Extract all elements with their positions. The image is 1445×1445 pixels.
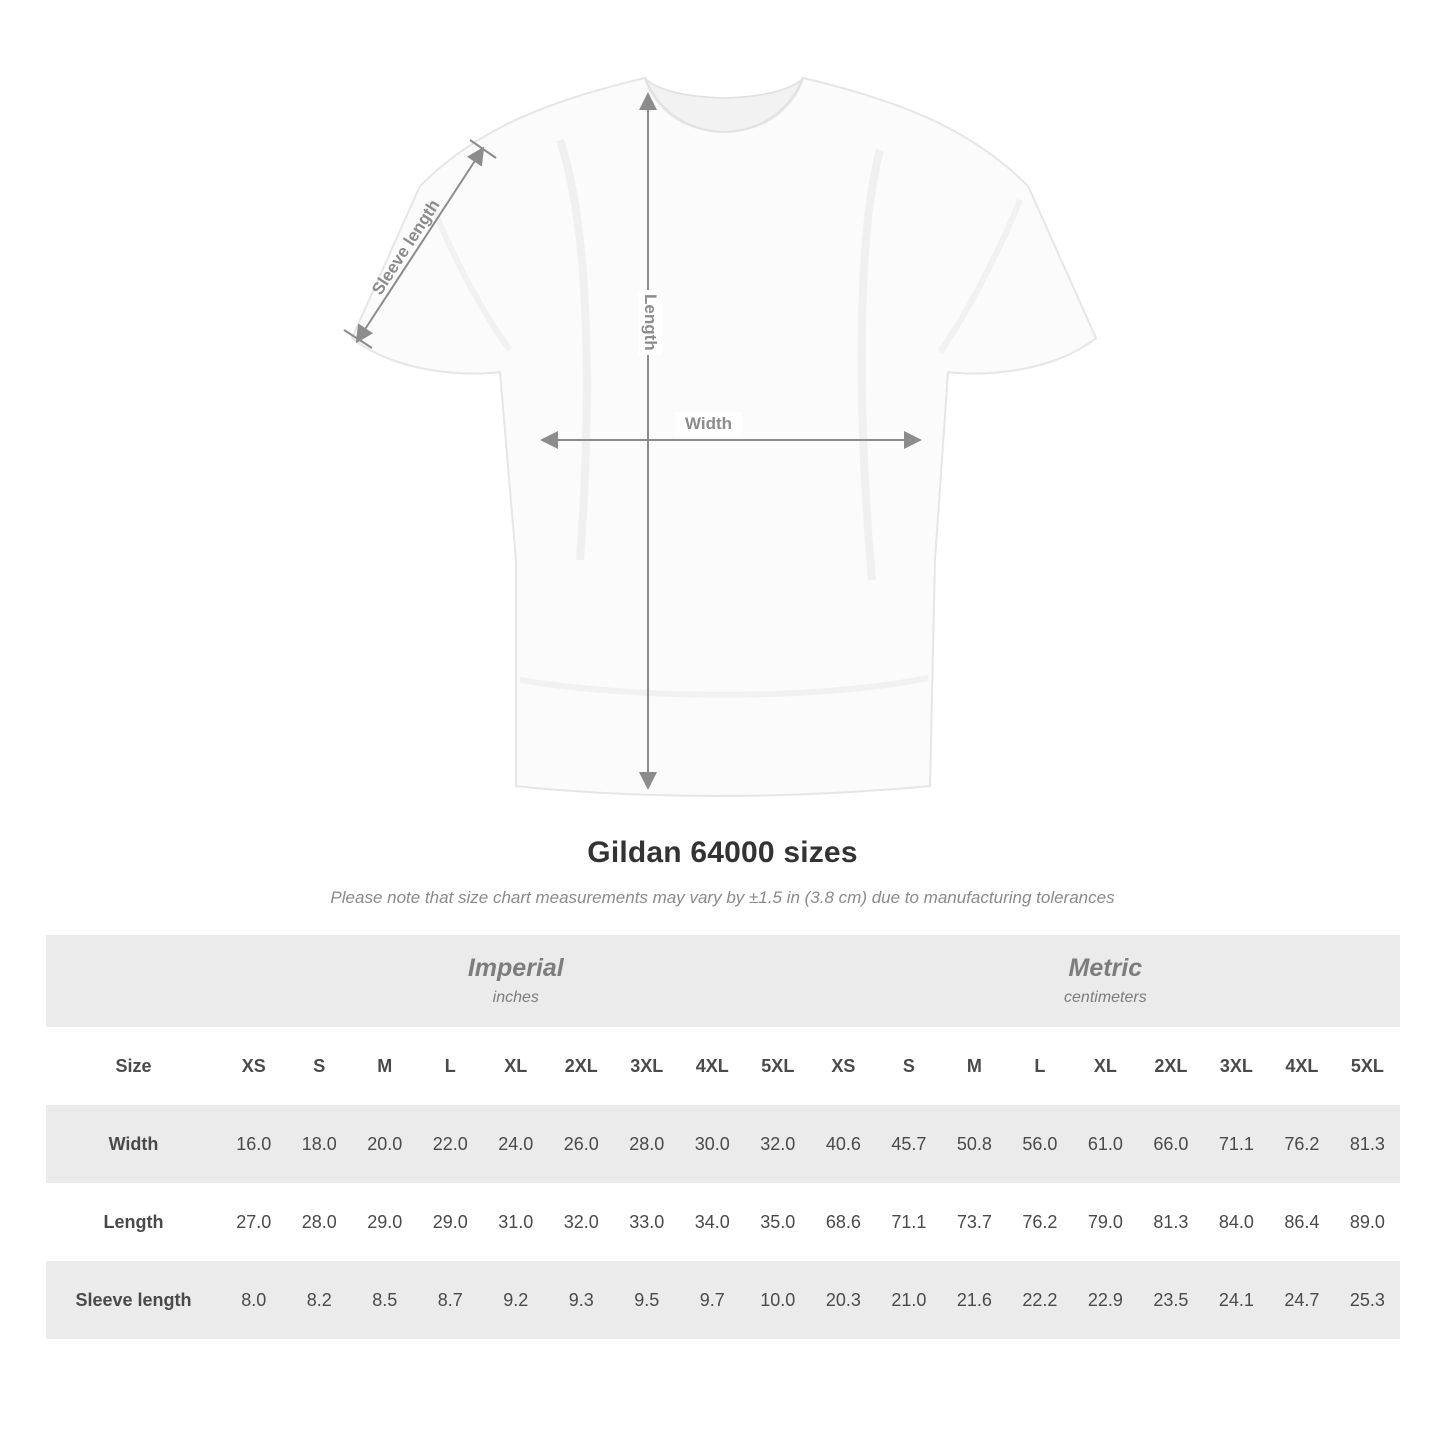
value-cell: 30.0 — [680, 1105, 746, 1183]
value-cell: 61.0 — [1073, 1105, 1139, 1183]
value-cell: 66.0 — [1138, 1105, 1204, 1183]
value-cell: 45.7 — [876, 1105, 942, 1183]
size-header-cell: XL — [1073, 1027, 1139, 1105]
size-header-cell: 5XL — [1335, 1027, 1401, 1105]
value-cell: 31.0 — [483, 1183, 549, 1261]
unit-name-imperial: Imperial — [467, 953, 564, 982]
size-header-cell: M — [942, 1027, 1008, 1105]
value-cell: 76.2 — [1269, 1105, 1335, 1183]
size-header-cell: 2XL — [549, 1027, 615, 1105]
page-title: Gildan 64000 sizes — [587, 836, 858, 869]
value-cell: 26.0 — [549, 1105, 615, 1183]
value-cell: 8.7 — [418, 1261, 484, 1339]
value-cell: 8.2 — [287, 1261, 353, 1339]
value-cell: 16.0 — [221, 1105, 287, 1183]
value-cell: 76.2 — [1007, 1183, 1073, 1261]
size-header-cell: 5XL — [745, 1027, 811, 1105]
value-cell: 86.4 — [1269, 1183, 1335, 1261]
value-cell: 9.3 — [549, 1261, 615, 1339]
value-cell: 32.0 — [745, 1105, 811, 1183]
size-header-cell: S — [876, 1027, 942, 1105]
value-cell: 71.1 — [1204, 1105, 1270, 1183]
tolerance-note: Please note that size chart measurements may vary by ±1.5 in (3.8 cm) due to manufacturing tolerances — [330, 888, 1115, 907]
value-cell: 22.9 — [1073, 1261, 1139, 1339]
value-cell: 9.2 — [483, 1261, 549, 1339]
value-cell: 18.0 — [287, 1105, 353, 1183]
size-header-cell: 3XL — [1204, 1027, 1270, 1105]
value-cell: 40.6 — [811, 1105, 877, 1183]
sleeve-length-label-wrap — [340, 160, 540, 340]
value-cell: 81.3 — [1138, 1183, 1204, 1261]
value-cell: 21.6 — [942, 1261, 1008, 1339]
value-cell: 10.0 — [745, 1261, 811, 1339]
size-header-cell: 4XL — [680, 1027, 746, 1105]
value-cell: 24.1 — [1204, 1261, 1270, 1339]
value-cell: 73.7 — [942, 1183, 1008, 1261]
size-header-cell: 2XL — [1138, 1027, 1204, 1105]
value-cell: 23.5 — [1138, 1261, 1204, 1339]
width-label: Width — [675, 412, 742, 436]
value-cell: 33.0 — [614, 1183, 680, 1261]
size-header-cell: XS — [221, 1027, 287, 1105]
size-header-cell: 4XL — [1269, 1027, 1335, 1105]
value-cell: 22.0 — [418, 1105, 484, 1183]
row-label-length: Length — [46, 1183, 221, 1261]
value-cell: 24.0 — [483, 1105, 549, 1183]
value-cell: 24.7 — [1269, 1261, 1335, 1339]
value-cell: 35.0 — [745, 1183, 811, 1261]
value-cell: 32.0 — [549, 1183, 615, 1261]
value-cell: 22.2 — [1007, 1261, 1073, 1339]
row-header-size: Size — [46, 1027, 221, 1105]
length-label: Length — [638, 290, 662, 355]
value-cell: 28.0 — [287, 1183, 353, 1261]
title-block — [0, 836, 1445, 908]
size-table-wrap — [46, 935, 1399, 1339]
value-cell: 29.0 — [352, 1183, 418, 1261]
size-header-cell: M — [352, 1027, 418, 1105]
value-cell: 68.6 — [811, 1183, 877, 1261]
table-row-width — [46, 1105, 1400, 1183]
size-header-cell: 3XL — [614, 1027, 680, 1105]
value-cell: 9.5 — [614, 1261, 680, 1339]
value-cell: 8.5 — [352, 1261, 418, 1339]
unit-sub-imperial: inches — [492, 989, 539, 1007]
value-cell: 28.0 — [614, 1105, 680, 1183]
width-label-wrap — [0, 412, 1445, 436]
value-cell: 8.0 — [221, 1261, 287, 1339]
value-cell: 56.0 — [1007, 1105, 1073, 1183]
unit-header-row — [46, 935, 1400, 1027]
value-cell: 79.0 — [1073, 1183, 1139, 1261]
value-cell: 9.7 — [680, 1261, 746, 1339]
value-cell: 25.3 — [1335, 1261, 1401, 1339]
value-cell: 20.3 — [811, 1261, 877, 1339]
unit-name-metric: Metric — [1068, 953, 1143, 982]
value-cell: 84.0 — [1204, 1183, 1270, 1261]
unit-header-metric — [811, 935, 1401, 1027]
row-label-sleeve-length: Sleeve length — [46, 1261, 221, 1339]
unit-header-spacer — [46, 935, 221, 1027]
size-header-cell: XL — [483, 1027, 549, 1105]
table-row-length — [46, 1183, 1400, 1261]
size-header-row — [46, 1027, 1400, 1105]
size-header-cell: L — [418, 1027, 484, 1105]
table-row-sleeve-length — [46, 1261, 1400, 1339]
value-cell: 27.0 — [221, 1183, 287, 1261]
size-table — [46, 935, 1400, 1339]
size-header-cell: XS — [811, 1027, 877, 1105]
value-cell: 71.1 — [876, 1183, 942, 1261]
value-cell: 20.0 — [352, 1105, 418, 1183]
unit-header-imperial — [221, 935, 811, 1027]
value-cell: 34.0 — [680, 1183, 746, 1261]
value-cell: 21.0 — [876, 1261, 942, 1339]
value-cell: 50.8 — [942, 1105, 1008, 1183]
value-cell: 81.3 — [1335, 1105, 1401, 1183]
row-label-width: Width — [46, 1105, 221, 1183]
sleeve-length-label: Sleeve length — [368, 196, 444, 299]
value-cell: 29.0 — [418, 1183, 484, 1261]
unit-sub-metric: centimeters — [1064, 989, 1147, 1007]
value-cell: 89.0 — [1335, 1183, 1401, 1261]
size-header-cell: S — [287, 1027, 353, 1105]
size-header-cell: L — [1007, 1027, 1073, 1105]
